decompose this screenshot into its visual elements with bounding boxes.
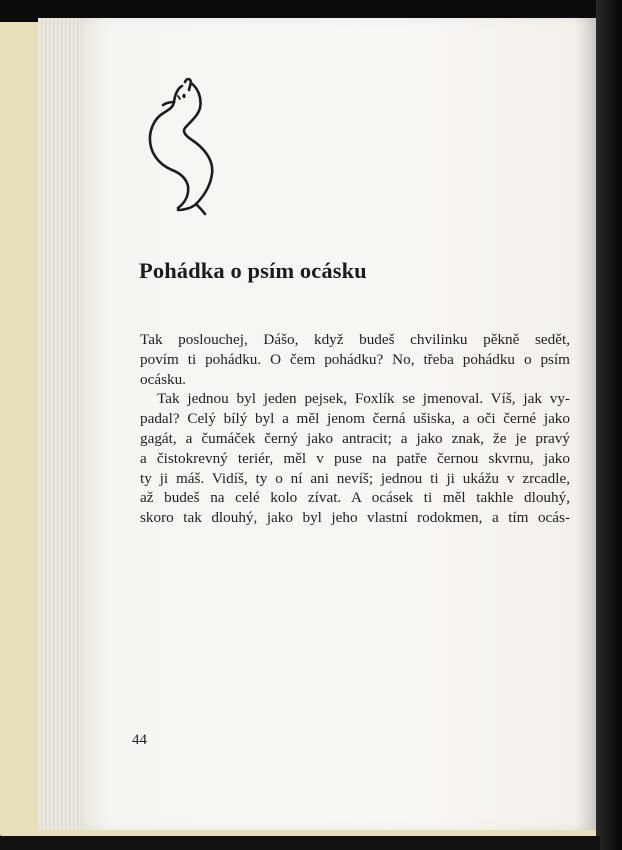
text-line: skoro tak dlouhý, jako byl jeho vlastní rodokmen, a tím ocás-: [140, 509, 570, 527]
scan-border-right: [596, 0, 622, 850]
text-line: Tak poslouchej, Dášo, když budeš chvilinku pěkně sedět,: [140, 331, 570, 348]
text-line: povím ti pohádku. O čem pohádku? No, třeba pohádku o psím: [140, 350, 570, 368]
text-line: ocásku.: [140, 370, 186, 388]
dog-sketch-icon: [138, 74, 228, 220]
page-stack-edge: [38, 18, 86, 830]
text-line: až budeš na celé kolo zívat. A ocásek ti měl takhle dlouhý,: [140, 489, 570, 507]
chapter-title: Pohádka o psím ocásku: [139, 258, 367, 283]
text-line: ty ji máš. Vidíš, ty o ní ani nevíš; jednou ti ji ukážu v zrcadle,: [140, 469, 570, 487]
text-line: a čistokrevný teriér, měl v puse na patře černou skvrnu, jako: [140, 449, 570, 467]
scan-border-bottom: [0, 836, 600, 850]
text-line: padal? Celý bílý byl a měl jenom černá ušiska, a oči černé jako: [140, 410, 570, 428]
story-body: [140, 330, 570, 528]
text-line: Tak jednou byl jeden pejsek, Foxlík se jmenoval. Víš, jak vy-: [157, 390, 570, 408]
text-line: gagát, a čumáček černý jako antracit; a jako znak, že je pravý: [140, 429, 570, 447]
page-number: 44: [132, 732, 147, 748]
